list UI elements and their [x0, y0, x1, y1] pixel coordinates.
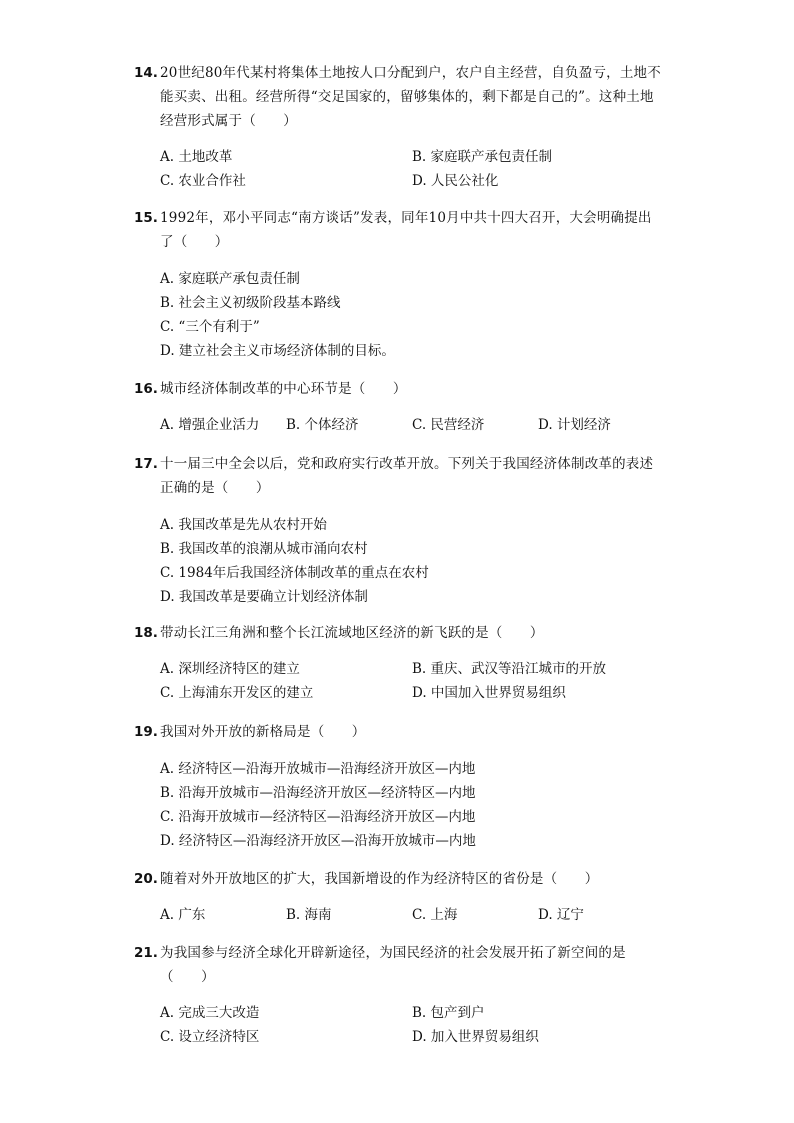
option-c[interactable]: C. 民营经济	[412, 417, 485, 433]
option-b[interactable]: B. 我国改革的浪潮从城市涌向农村	[160, 541, 368, 557]
question-stem: 为我国参与经济全球化开辟新途径，为国民经济的社会发展开拓了新空间的是（ ）	[160, 945, 626, 985]
question-number: 18.	[134, 625, 158, 641]
option-d[interactable]: D. 我国改革是要确立计划经济体制	[160, 589, 368, 605]
question-stem: 我国对外开放的新格局是（ ）	[160, 724, 366, 740]
question-17	[134, 452, 664, 609]
question-number: 19.	[134, 724, 158, 740]
option-d[interactable]: D. 人民公社化	[412, 173, 499, 189]
options	[160, 1002, 664, 1048]
question-14	[134, 61, 664, 192]
question-21	[134, 941, 664, 1048]
option-a[interactable]: A. 增强企业活力	[160, 417, 260, 433]
question-stem: 1992年，邓小平同志“南方谈话”发表，同年10月中共十四大召开，大会明确提出了（ ）	[160, 210, 652, 250]
option-d[interactable]: D. 建立社会主义市场经济体制的目标。	[160, 343, 395, 359]
option-c[interactable]: C. 农业合作社	[160, 173, 246, 189]
options	[160, 146, 664, 192]
option-a[interactable]: A. 土地改革	[160, 149, 233, 165]
options	[160, 414, 664, 436]
question-19	[134, 720, 664, 853]
option-a[interactable]: A. 家庭联产承包责任制	[160, 271, 300, 287]
question-number: 21.	[134, 945, 158, 961]
option-b[interactable]: B. 社会主义初级阶段基本路线	[160, 295, 341, 311]
option-a[interactable]: A. 广东	[160, 907, 206, 923]
option-b[interactable]: B. 家庭联产承包责任制	[412, 149, 553, 165]
option-c[interactable]: C. 上海	[412, 907, 458, 923]
option-d[interactable]: D. 经济特区—沿海经济开放区—沿海开放城市—内地	[160, 833, 476, 849]
options	[160, 904, 664, 926]
question-18	[134, 621, 664, 704]
option-a[interactable]: A. 我国改革是先从农村开始	[160, 517, 327, 533]
option-a[interactable]: A. 深圳经济特区的建立	[160, 661, 300, 677]
question-20	[134, 867, 664, 926]
question-number: 14.	[134, 65, 158, 81]
options	[160, 658, 664, 704]
question-stem: 随着对外开放地区的扩大，我国新增设的作为经济特区的省份是（ ）	[160, 871, 599, 887]
option-b[interactable]: B. 海南	[286, 907, 332, 923]
question-stem: 带动长江三角洲和整个长江流域地区经济的新飞跃的是（ ）	[160, 625, 544, 641]
option-b[interactable]: B. 重庆、武汉等沿江城市的开放	[412, 661, 607, 677]
option-b[interactable]: B. 包产到户	[412, 1005, 485, 1021]
option-b[interactable]: B. 沿海开放城市—沿海经济开放区—经济特区—内地	[160, 785, 476, 801]
question-15	[134, 206, 664, 363]
option-c[interactable]: C. 1984年后我国经济体制改革的重点在农村	[160, 565, 429, 581]
option-b[interactable]: B. 个体经济	[286, 417, 359, 433]
question-stem: 20世纪80年代某村将集体土地按人口分配到户，农户自主经营，自负盈亏，土地不能买卖、出租。经营所得“交足国家的，留够集体的，剩下都是自己的”。这种土地经营形式属于（ ）	[160, 65, 661, 129]
option-d[interactable]: D. 辽宁	[538, 907, 584, 923]
question-stem: 十一届三中全会以后，党和政府实行改革开放。下列关于我国经济体制改革的表述正确的是（ ）	[160, 456, 654, 496]
option-d[interactable]: D. 加入世界贸易组织	[412, 1029, 539, 1045]
option-c[interactable]: C. “三个有利于”	[160, 319, 260, 335]
question-number: 20.	[134, 871, 158, 887]
question-number: 15.	[134, 210, 158, 226]
question-number: 16.	[134, 381, 158, 397]
option-d[interactable]: D. 计划经济	[538, 417, 611, 433]
option-c[interactable]: C. 沿海开放城市—经济特区—沿海经济开放区—内地	[160, 809, 476, 825]
options	[160, 757, 664, 853]
option-c[interactable]: C. 设立经济特区	[160, 1029, 260, 1045]
option-c[interactable]: C. 上海浦东开发区的建立	[160, 685, 314, 701]
options	[160, 513, 664, 609]
question-stem: 城市经济体制改革的中心环节是（ ）	[160, 381, 407, 397]
option-a[interactable]: A. 完成三大改造	[160, 1005, 260, 1021]
option-d[interactable]: D. 中国加入世界贸易组织	[412, 685, 566, 701]
option-a[interactable]: A. 经济特区—沿海开放城市—沿海经济开放区—内地	[160, 761, 476, 777]
options	[160, 267, 664, 363]
question-number: 17.	[134, 456, 158, 472]
question-16	[134, 377, 664, 436]
